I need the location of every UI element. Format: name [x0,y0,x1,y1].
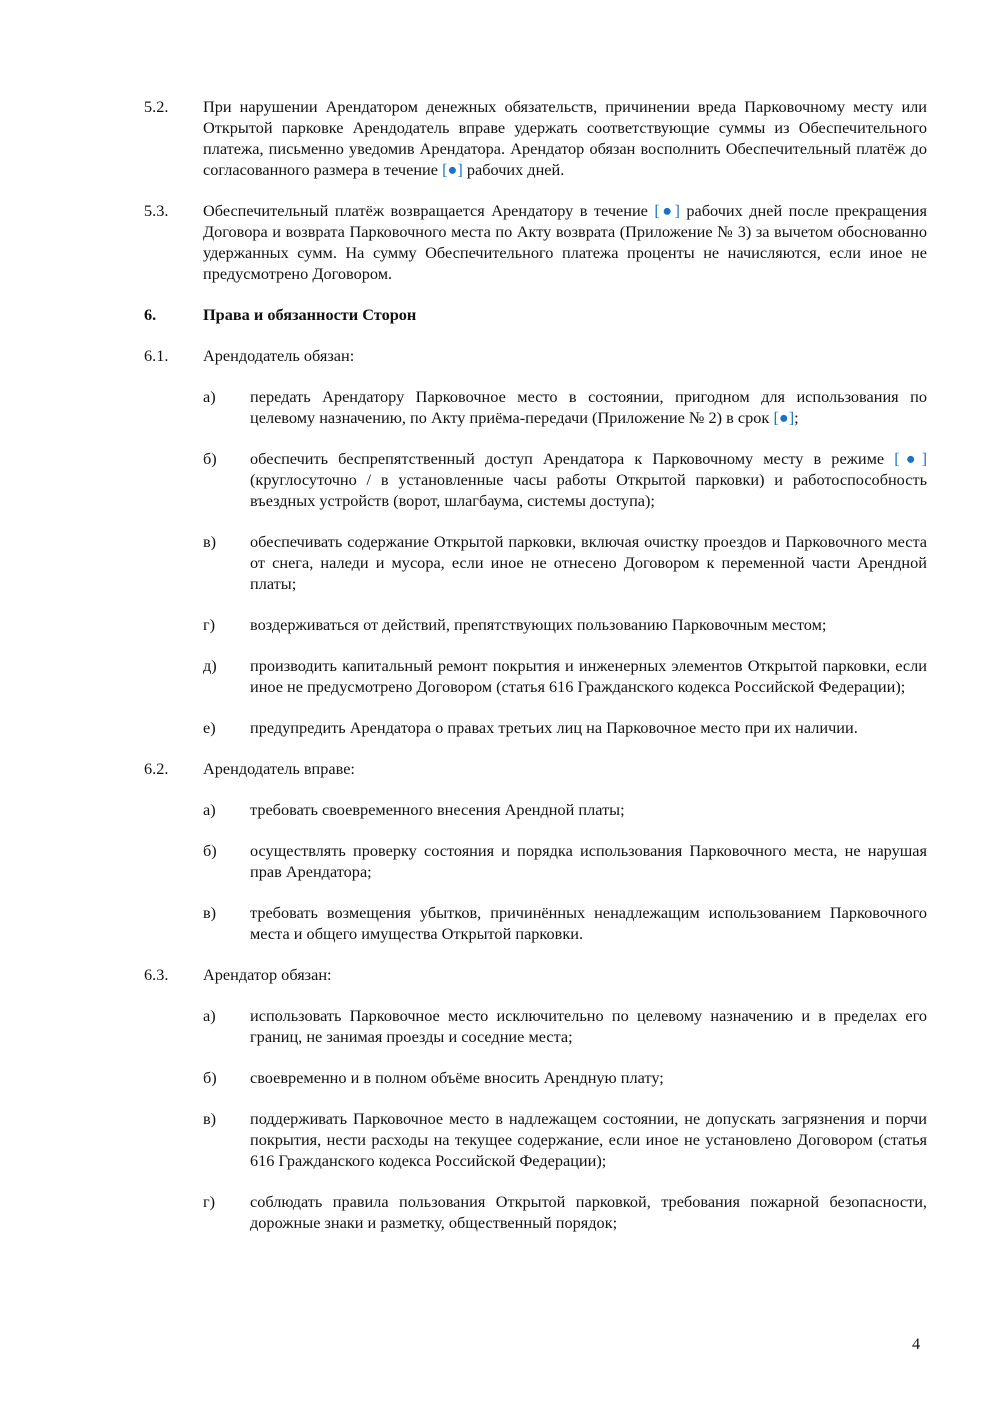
item-text: поддерживать Парковочное место в надлежащем состоянии, не допускать загрязнения и порчи покрытия, нести расходы на текущее содержание, если иное не установлено Договором (статья 616 Гражданского кодекса Российской Федерации); [250,1109,927,1170]
clause-6-1 [144,345,927,366]
clause-5-3 [144,200,927,284]
page-number: 4 [912,1334,921,1353]
item-letter: е) [203,718,216,737]
item-letter: в) [203,903,217,922]
section-number: 6. [144,305,157,324]
clause-text: Арендодатель вправе: [203,759,355,778]
list-item [203,1067,927,1088]
item-text: использовать Парковочное место исключительно по целевому назначению и в пределах его границ, не занимая проезды и соседние места; [250,1006,927,1046]
item-letter: б) [203,1068,217,1087]
list-item [203,614,927,635]
clause-6-3-items [144,1005,927,1233]
list-item [203,717,927,738]
clause-6-3 [144,964,927,985]
list-item [203,902,927,944]
item-letter: г) [203,1192,216,1211]
clause-text: При нарушении Арендатором денежных обязательств, причинении вреда Парковочному месту или Открытой парковке Арендодатель вправе удержать соответствующие суммы из Обеспечительного платежа, письменно уведомив Арендатора. Арендатор обязан восполнить Обеспечительный платёж до согласованного размера в течение [●] рабочих дней. [203,97,927,179]
item-text: соблюдать правила пользования Открытой парковкой, требования пожарной безопасности, дорожные знаки и разметку, общественный порядок; [250,1192,927,1232]
clause-number: 6.1. [144,346,169,365]
section-6-heading [144,304,927,325]
clause-6-2-items [144,799,927,944]
item-letter: в) [203,1109,217,1128]
item-text: передать Арендатору Парковочное место в состоянии, пригодном для использования по целевому назначению, по Акту приёма-передачи (Приложение № 2) в срок [●]; [250,387,927,427]
item-text: обеспечить беспрепятственный доступ Арендатора к Парковочному месту в режиме [●] (круглосуточно / в установленные часы работы Открытой парковки) и работоспособность въездных устройств (ворот, шлагбаума, системы доступа); [250,449,927,510]
item-letter: г) [203,615,216,634]
list-item [203,1108,927,1171]
clause-number: 5.2. [144,97,169,116]
list-item [203,1191,927,1233]
clause-number: 6.3. [144,965,169,984]
clause-text: Обеспечительный платёж возвращается Арендатору в течение [●] рабочих дней после прекращения Договора и возврата Парковочного места по Акту возврата (Приложение № 3) за вычетом обоснованно удержанных сумм. На сумму Обеспечительного платежа проценты не начисляются, если иное не предусмотрено Договором. [203,201,927,283]
item-letter: д) [203,656,217,675]
item-letter: а) [203,1006,216,1025]
item-text: осуществлять проверку состояния и порядка использования Парковочного места, не нарушая прав Арендатора; [250,841,927,881]
item-letter: а) [203,800,216,819]
clause-number: 6.2. [144,759,169,778]
item-text: требовать своевременного внесения Арендной платы; [250,800,625,819]
clause-text: Арендатор обязан: [203,965,332,984]
list-item [203,448,927,511]
item-letter: б) [203,841,217,860]
item-text: своевременно и в полном объёме вносить Арендную плату; [250,1068,664,1087]
placeholder-marker: [●] [894,449,927,468]
clause-5-2 [144,96,927,180]
clause-6-1-items [144,386,927,738]
list-item [203,840,927,882]
placeholder-marker: [●] [442,160,463,179]
item-letter: в) [203,532,217,551]
clause-text: Арендодатель обязан: [203,346,355,365]
item-letter: а) [203,387,216,406]
item-text: воздерживаться от действий, препятствующих пользованию Парковочным местом; [250,615,827,634]
clause-6-2 [144,758,927,779]
item-letter: б) [203,449,217,468]
list-item [203,1005,927,1047]
clause-number: 5.3. [144,201,169,220]
list-item [203,531,927,594]
placeholder-marker: [●] [773,408,795,427]
list-item [203,655,927,697]
item-text: предупредить Арендатора о правах третьих лиц на Парковочное место при их наличии. [250,718,858,737]
item-text: требовать возмещения убытков, причинённых ненадлежащим использованием Парковочного места и общего имущества Открытой парковки. [250,903,927,943]
list-item [203,386,927,428]
section-title: Права и обязанности Сторон [203,305,417,324]
item-text: производить капитальный ремонт покрытия и инженерных элементов Открытой парковки, если иное не предусмотрено Договором (статья 616 Гражданского кодекса Российской Федерации); [250,656,927,696]
placeholder-marker: [●] [654,201,680,220]
list-item [203,799,927,820]
item-text: обеспечивать содержание Открытой парковки, включая очистку проездов и Парковочного места от снега, наледи и мусора, если иное не отнесено Договором к переменной части Арендной платы; [250,532,927,593]
document-body [144,96,927,1253]
